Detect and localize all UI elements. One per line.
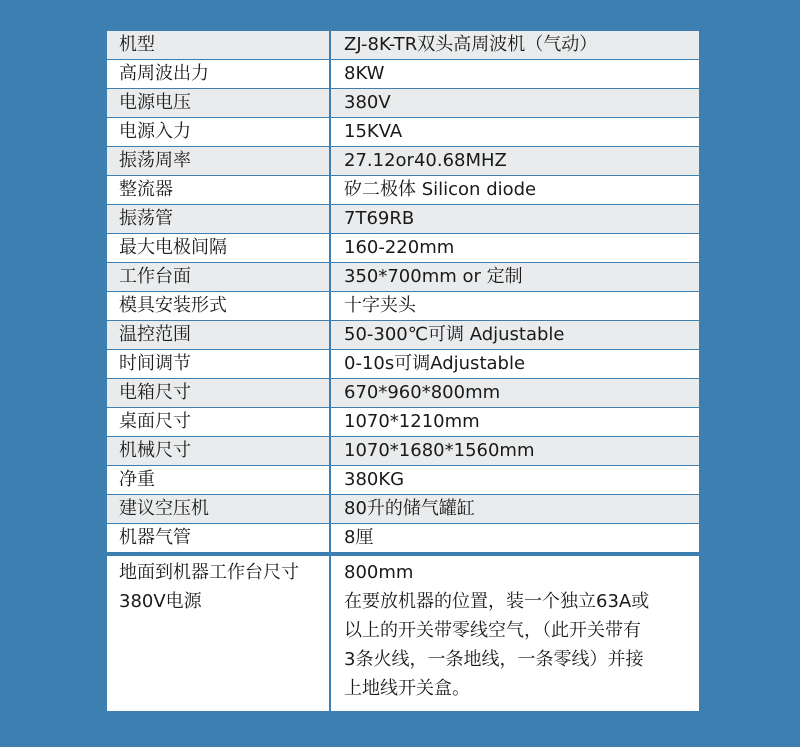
spec-row-output-power (107, 60, 699, 88)
spec-table (107, 31, 699, 711)
spec-row-machine-size (107, 437, 699, 465)
spec-value: 8厘 (331, 524, 699, 552)
spec-label: 振荡管 (107, 205, 329, 233)
spec-value-floor-height: 800mm (344, 562, 414, 583)
spec-label: 电箱尺寸 (107, 379, 329, 407)
spec-label: 机械尺寸 (107, 437, 329, 465)
spec-label: 最大电极间隔 (107, 234, 329, 262)
spec-row-model (107, 31, 699, 59)
spec-row-table-size (107, 408, 699, 436)
spec-label: 工作台面 (107, 263, 329, 291)
spec-value: 8KW (331, 60, 699, 88)
spec-row-installation (107, 556, 699, 711)
spec-label: 机型 (107, 31, 329, 59)
spec-value: 1070*1210mm (331, 408, 699, 436)
power-note-line: 以上的开关带零线空气，（此开关带有 (344, 620, 641, 641)
spec-row-cabinet-size (107, 379, 699, 407)
spec-row-electrode-gap (107, 234, 699, 262)
spec-value: 1070*1680*1560mm (331, 437, 699, 465)
spec-value: 80升的储气罐缸 (331, 495, 699, 523)
spec-row-worktable (107, 263, 699, 291)
spec-row-net-weight (107, 466, 699, 494)
spec-label-power-supply: 380V电源 (119, 591, 202, 612)
spec-row-time (107, 350, 699, 378)
spec-label: 高周波出力 (107, 60, 329, 88)
installation-values (331, 556, 699, 711)
spec-label: 电源电压 (107, 89, 329, 117)
spec-value: 350*700mm or 定制 (331, 263, 699, 291)
spec-row-air-pipe (107, 524, 699, 552)
spec-row-frequency (107, 147, 699, 175)
spec-row-oscillator-tube (107, 205, 699, 233)
spec-value: 十字夹头 (331, 292, 699, 320)
power-note-line: 上地线开关盒。 (344, 678, 470, 699)
power-note-line: 在要放机器的位置，装一个独立63A或 (344, 591, 650, 612)
spec-value: 380KG (331, 466, 699, 494)
spec-row-temperature (107, 321, 699, 349)
spec-label: 净重 (107, 466, 329, 494)
spec-value: 0-10s可调Adjustable (331, 350, 699, 378)
spec-row-voltage (107, 89, 699, 117)
spec-label: 模具安装形式 (107, 292, 329, 320)
spec-label-floor-height: 地面到机器工作台尺寸 (119, 562, 299, 583)
spec-label: 建议空压机 (107, 495, 329, 523)
spec-label: 整流器 (107, 176, 329, 204)
spec-value: 27.12or40.68MHZ (331, 147, 699, 175)
spec-value: ZJ-8K-TR双头高周波机（气动） (331, 31, 699, 59)
spec-row-mold-mount (107, 292, 699, 320)
spec-label: 温控范围 (107, 321, 329, 349)
power-note-line: 3条火线，一条地线，一条零线）并接 (344, 649, 644, 670)
spec-row-rectifier (107, 176, 699, 204)
installation-labels (107, 556, 329, 711)
spec-value: 160-220mm (331, 234, 699, 262)
spec-label: 时间调节 (107, 350, 329, 378)
spec-value: 50-300℃可调 Adjustable (331, 321, 699, 349)
spec-label: 机器气管 (107, 524, 329, 552)
spec-row-air-compressor (107, 495, 699, 523)
spec-value: 15KVA (331, 118, 699, 146)
spec-value: 矽二极体 Silicon diode (331, 176, 699, 204)
spec-label: 电源入力 (107, 118, 329, 146)
spec-value: 7T69RB (331, 205, 699, 233)
spec-value: 670*960*800mm (331, 379, 699, 407)
spec-label: 振荡周率 (107, 147, 329, 175)
spec-value: 380V (331, 89, 699, 117)
spec-label: 桌面尺寸 (107, 408, 329, 436)
spec-row-input-power (107, 118, 699, 146)
